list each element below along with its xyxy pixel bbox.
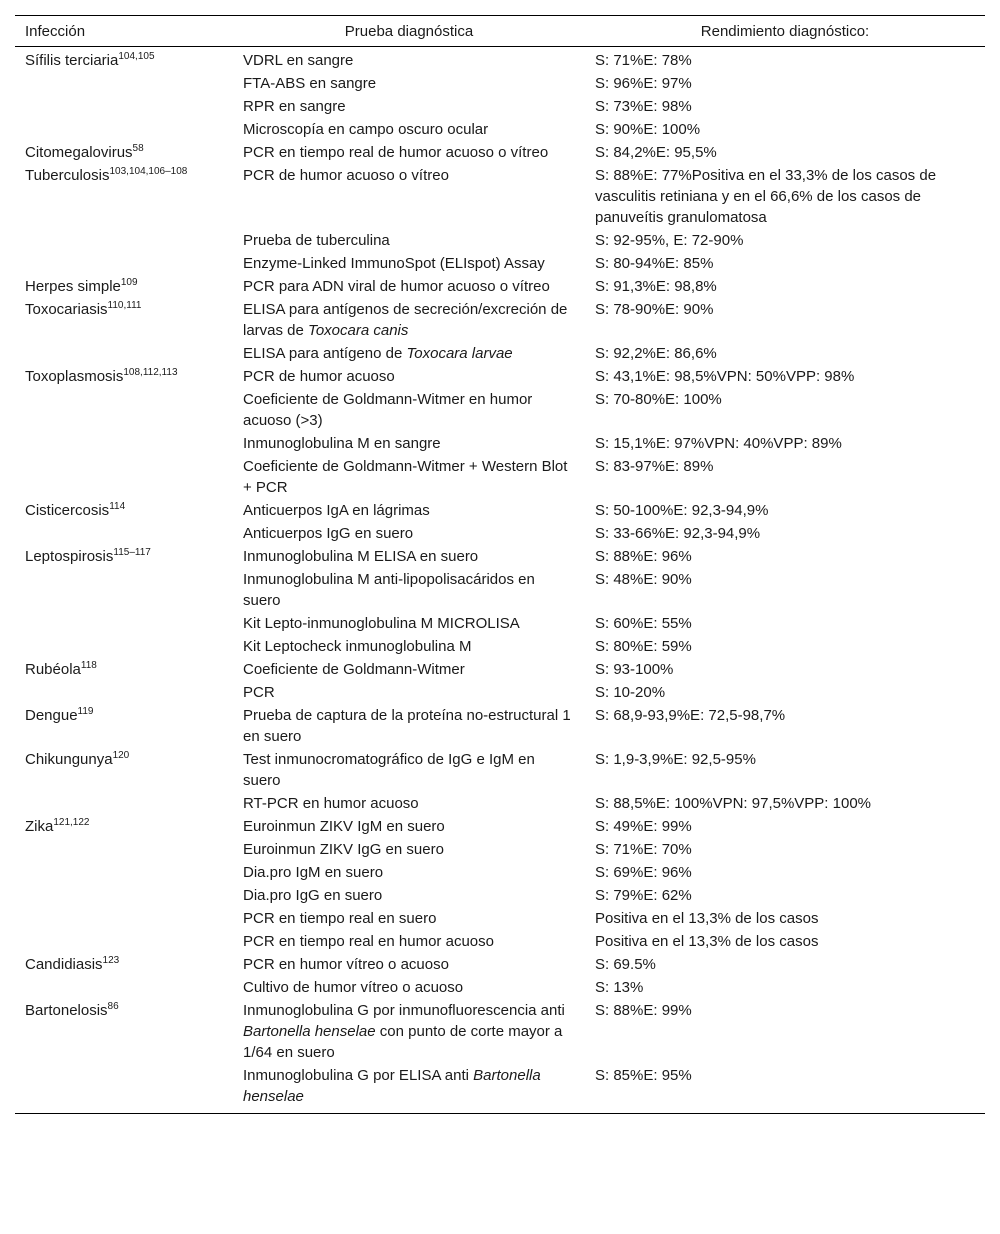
test-cell (233, 229, 585, 252)
infection-cell (15, 365, 233, 388)
performance-cell: S: 79%E: 62% (595, 887, 692, 904)
performance-cell: S: 88%E: 99% (595, 1002, 692, 1019)
test-text: FTA-ABS en sangre (243, 75, 377, 92)
infection-cell (15, 976, 233, 999)
performance-cell: S: 10-20% (595, 684, 666, 701)
table-row (15, 748, 985, 792)
test-cell (233, 499, 585, 522)
table-row (15, 815, 985, 838)
performance-cell: S: 91,3%E: 98,8% (595, 278, 717, 295)
test-cell (233, 907, 585, 930)
infection-cell (15, 635, 233, 658)
reference-superscript: 114 (109, 501, 126, 512)
infection-name: Bartonelosis (25, 1002, 108, 1019)
performance-cell: S: 83-97%E: 89% (595, 458, 714, 475)
performance-cell: S: 80-94%E: 85% (595, 255, 714, 272)
test-cell (233, 455, 585, 499)
performance-cell: S: 73%E: 98% (595, 98, 692, 115)
test-cell (233, 95, 585, 118)
infection-cell (15, 815, 233, 838)
table-row (15, 635, 985, 658)
infection-cell (15, 118, 233, 141)
test-cell (233, 976, 585, 999)
infection-cell (15, 545, 233, 568)
performance-cell: S: 93-100% (595, 661, 674, 678)
table-row (15, 861, 985, 884)
table-row (15, 275, 985, 298)
test-cell (233, 118, 585, 141)
table-row (15, 342, 985, 365)
performance-cell: S: 50-100%E: 92,3-94,9% (595, 502, 769, 519)
infection-name: Cisticercosis (25, 502, 110, 519)
test-italic-text: Toxocara larvae (406, 345, 513, 362)
performance-cell: S: 71%E: 78% (595, 52, 692, 69)
test-cell (233, 298, 585, 342)
performance-cell: S: 71%E: 70% (595, 841, 692, 858)
test-cell (233, 681, 585, 704)
infection-cell (15, 455, 233, 499)
infection-cell (15, 499, 233, 522)
performance-cell: S: 15,1%E: 97%VPN: 40%VPP: 89% (595, 435, 842, 452)
table-row (15, 72, 985, 95)
infection-cell (15, 792, 233, 815)
infection-cell (15, 884, 233, 907)
test-text: Coeficiente de Goldmann-Witmer + Western Blot + PCR (243, 458, 568, 496)
infection-name: Toxoplasmosis (25, 368, 124, 385)
performance-cell: S: 49%E: 99% (595, 818, 692, 835)
test-cell (233, 252, 585, 275)
header-performance: Rendimiento diagnóstico: (585, 16, 985, 47)
infection-cell (15, 522, 233, 545)
table-row (15, 612, 985, 635)
performance-cell: S: 1,9-3,9%E: 92,5-95% (595, 751, 756, 768)
test-text: Test inmunocromatográfico de IgG e IgM en suero (243, 751, 535, 789)
test-text: Euroinmun ZIKV IgM en suero (243, 818, 445, 835)
infection-cell (15, 999, 233, 1064)
test-cell (233, 861, 585, 884)
table-row (15, 953, 985, 976)
test-text: Inmunoglobulina M anti-lipopolisacáridos en suero (243, 571, 535, 609)
test-text: Prueba de tuberculina (243, 232, 390, 249)
table-row (15, 907, 985, 930)
table-header-row (15, 16, 985, 47)
test-cell (233, 141, 585, 164)
test-cell (233, 342, 585, 365)
table-row (15, 141, 985, 164)
test-text: PCR de humor acuoso (243, 368, 395, 385)
performance-cell: S: 92,2%E: 86,6% (595, 345, 717, 362)
test-cell (233, 568, 585, 612)
infection-name: Toxocariasis (25, 301, 108, 318)
test-text: PCR (243, 684, 275, 701)
infection-cell (15, 681, 233, 704)
infection-cell (15, 568, 233, 612)
reference-superscript: 118 (80, 660, 97, 671)
test-cell (233, 658, 585, 681)
test-text: Dia.pro IgM en suero (243, 864, 384, 881)
infection-name: Herpes simple (25, 278, 121, 295)
test-cell (233, 930, 585, 953)
performance-cell: S: 88,5%E: 100%VPN: 97,5%VPP: 100% (595, 795, 871, 812)
performance-cell: S: 96%E: 97% (595, 75, 692, 92)
table-body (15, 47, 985, 1114)
test-cell (233, 164, 585, 229)
infection-cell (15, 342, 233, 365)
test-text: PCR en humor vítreo o acuoso (243, 956, 449, 973)
infection-name: Candidiasis (25, 956, 103, 973)
table-row (15, 164, 985, 229)
reference-superscript: 104,105 (118, 51, 155, 62)
test-text: Dia.pro IgG en suero (243, 887, 383, 904)
test-italic-text: Toxocara canis (308, 322, 409, 339)
test-cell (233, 1064, 585, 1114)
table-row (15, 118, 985, 141)
performance-cell: S: 33-66%E: 92,3-94,9% (595, 525, 761, 542)
test-text: PCR de humor acuoso o vítreo (243, 167, 449, 184)
performance-cell: S: 84,2%E: 95,5% (595, 144, 717, 161)
test-text: Enzyme-Linked ImmunoSpot (ELIspot) Assay (243, 255, 545, 272)
infection-cell (15, 1064, 233, 1114)
performance-cell: S: 69%E: 96% (595, 864, 692, 881)
test-text: VDRL en sangre (243, 52, 354, 69)
performance-cell: S: 88%E: 96% (595, 548, 692, 565)
test-text: Coeficiente de Goldmann-Witmer (243, 661, 465, 678)
infection-cell (15, 658, 233, 681)
test-cell (233, 545, 585, 568)
infection-cell (15, 164, 233, 229)
infection-cell (15, 72, 233, 95)
infection-cell (15, 704, 233, 748)
infection-name: Dengue (25, 707, 78, 724)
infection-name: Rubéola (25, 661, 81, 678)
test-text: Microscopía en campo oscuro ocular (243, 121, 489, 138)
infection-name: Chikungunya (25, 751, 113, 768)
performance-cell: S: 68,9-93,9%E: 72,5-98,7% (595, 707, 786, 724)
performance-cell: S: 85%E: 95% (585, 1064, 985, 1114)
reference-superscript: 109 (120, 277, 138, 288)
test-text: PCR en tiempo real en humor acuoso (243, 933, 494, 950)
table-row (15, 704, 985, 748)
test-text: Inmunoglobulina M en sangre (243, 435, 441, 452)
test-text: Kit Leptocheck inmunoglobulina M (243, 638, 472, 655)
performance-cell: S: 70-80%E: 100% (595, 391, 722, 408)
reference-superscript: 108,112,113 (123, 367, 178, 378)
performance-cell: S: 90%E: 100% (595, 121, 701, 138)
table-row (15, 455, 985, 499)
reference-superscript: 110,111 (107, 300, 142, 311)
table-row (15, 522, 985, 545)
table-row (15, 365, 985, 388)
performance-cell: S: 80%E: 59% (595, 638, 692, 655)
table-row (15, 792, 985, 815)
reference-superscript: 58 (132, 143, 144, 154)
performance-cell: S: 69.5% (595, 956, 656, 973)
test-cell (233, 635, 585, 658)
test-cell (233, 388, 585, 432)
infection-cell (15, 432, 233, 455)
diagnostic-table-container (15, 15, 985, 1114)
test-text: con punto de corte mayor a 1/64 en suero (243, 1023, 563, 1061)
test-cell (233, 792, 585, 815)
performance-cell: Positiva en el 13,3% de los casos (595, 910, 819, 927)
table-row (15, 298, 985, 342)
infection-cell (15, 748, 233, 792)
test-text: Anticuerpos IgA en lágrimas (243, 502, 430, 519)
performance-cell: S: 13% (595, 979, 644, 996)
test-cell (233, 432, 585, 455)
reference-superscript: 121,122 (53, 817, 90, 828)
infection-name: Citomegalovirus (25, 144, 133, 161)
header-test: Prueba diagnóstica (233, 16, 585, 47)
infection-cell (15, 861, 233, 884)
test-cell (233, 999, 585, 1064)
performance-cell: S: 78-90%E: 90% (595, 301, 714, 318)
reference-superscript: 120 (112, 750, 130, 761)
performance-cell: S: 60%E: 55% (595, 615, 692, 632)
test-italic-text: Bartonella henselae (243, 1023, 376, 1040)
test-text: Inmunoglobulina G por inmunofluorescencia anti (243, 1002, 565, 1019)
reference-superscript: 86 (107, 1001, 119, 1012)
performance-cell: Positiva en el 13,3% de los casos (595, 933, 819, 950)
performance-cell: S: 92-95%, E: 72-90% (595, 232, 744, 249)
table-row (15, 252, 985, 275)
reference-superscript: 119 (77, 706, 94, 717)
test-text: PCR para ADN viral de humor acuoso o vítreo (243, 278, 550, 295)
test-text: RT-PCR en humor acuoso (243, 795, 419, 812)
test-cell (233, 815, 585, 838)
table-row (15, 658, 985, 681)
test-cell (233, 838, 585, 861)
test-italic-text: Bartonella henselae (243, 1067, 541, 1105)
infection-name: Sífilis terciaria (25, 52, 119, 69)
infection-cell (15, 275, 233, 298)
test-text: Prueba de captura de la proteína no-estructural 1 en suero (243, 707, 571, 745)
reference-superscript: 115–117 (113, 547, 151, 558)
infection-name: Zika (25, 818, 54, 835)
performance-cell: S: 48%E: 90% (595, 571, 692, 588)
test-text: ELISA para antígenos de secreción/excreción de larvas de (243, 301, 568, 339)
reference-superscript: 123 (102, 955, 120, 966)
infection-cell (15, 838, 233, 861)
header-infection: Infección (15, 16, 233, 47)
infection-cell (15, 141, 233, 164)
test-text: RPR en sangre (243, 98, 346, 115)
test-text: Anticuerpos IgG en suero (243, 525, 414, 542)
test-text: Cultivo de humor vítreo o acuoso (243, 979, 464, 996)
test-text: PCR en tiempo real en suero (243, 910, 437, 927)
infection-cell (15, 930, 233, 953)
table-row (15, 681, 985, 704)
infection-cell (15, 252, 233, 275)
test-text: Kit Lepto-inmunoglobulina M MICROLISA (243, 615, 520, 632)
diagnostic-table (15, 15, 985, 1114)
test-cell (233, 275, 585, 298)
table-row (15, 930, 985, 953)
infection-cell (15, 298, 233, 342)
performance-cell: S: 43,1%E: 98,5%VPN: 50%VPP: 98% (595, 368, 855, 385)
infection-cell (15, 953, 233, 976)
test-cell (233, 748, 585, 792)
infection-cell (15, 388, 233, 432)
test-cell (233, 612, 585, 635)
infection-name: Tuberculosis (25, 167, 110, 184)
test-cell (233, 953, 585, 976)
table-row (15, 838, 985, 861)
table-row (15, 432, 985, 455)
test-cell (233, 365, 585, 388)
table-row (15, 229, 985, 252)
table-row (15, 499, 985, 522)
test-text: Coeficiente de Goldmann-Witmer en humor acuoso (>3) (243, 391, 533, 429)
table-row (15, 976, 985, 999)
test-text: PCR en tiempo real de humor acuoso o vítreo (243, 144, 549, 161)
test-cell (233, 704, 585, 748)
infection-name: Leptospirosis (25, 548, 114, 565)
test-cell (233, 72, 585, 95)
table-row (15, 999, 985, 1064)
infection-cell (15, 47, 233, 73)
infection-cell (15, 612, 233, 635)
infection-cell (15, 907, 233, 930)
table-row (15, 47, 985, 73)
reference-superscript: 103,104,106–108 (109, 166, 188, 177)
table-row (15, 884, 985, 907)
table-row (15, 568, 985, 612)
test-cell (233, 884, 585, 907)
table-row (15, 388, 985, 432)
performance-cell: S: 88%E: 77%Positiva en el 33,3% de los casos de vasculitis retiniana y en el 66,6% de los casos de panuveítis granulomatosa (595, 167, 937, 226)
test-cell (233, 47, 585, 73)
infection-cell (15, 229, 233, 252)
infection-cell (15, 95, 233, 118)
test-text: Inmunoglobulina G por ELISA anti (243, 1067, 474, 1084)
test-text: Euroinmun ZIKV IgG en suero (243, 841, 444, 858)
test-text: ELISA para antígeno de (243, 345, 407, 362)
table-row (15, 545, 985, 568)
test-text: Inmunoglobulina M ELISA en suero (243, 548, 479, 565)
table-row (15, 1064, 985, 1114)
test-cell (233, 522, 585, 545)
table-row (15, 95, 985, 118)
